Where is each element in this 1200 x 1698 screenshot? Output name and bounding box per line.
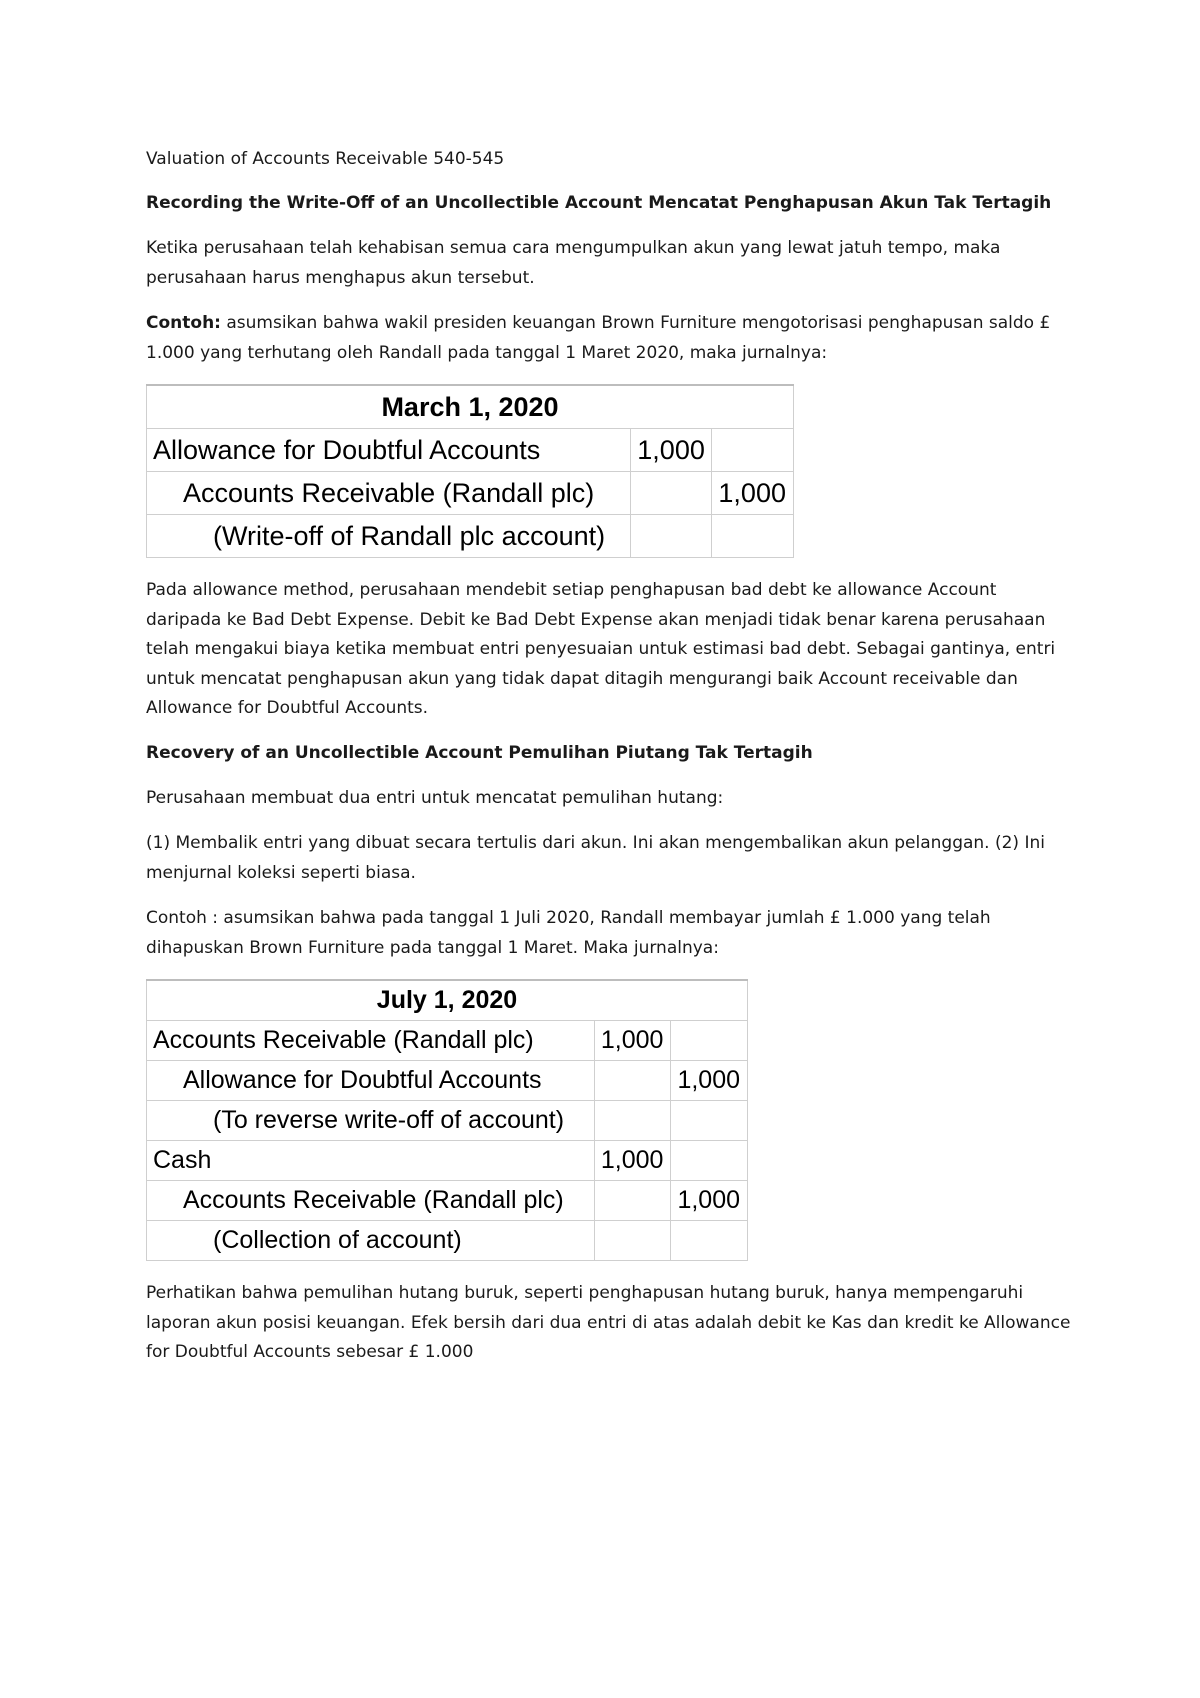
journal-debit	[631, 472, 712, 515]
journal-account: Allowance for Doubtful Accounts	[147, 429, 631, 472]
journal-table-march	[146, 384, 794, 558]
journal-debit	[594, 1181, 671, 1221]
journal-account: (Collection of account)	[147, 1221, 595, 1261]
document-page	[146, 146, 1076, 1384]
paragraph-example-recovery	[146, 904, 1076, 963]
journal-account: (To reverse write-off of account)	[147, 1101, 595, 1141]
journal-account: Accounts Receivable (Randall plc)	[147, 1021, 595, 1061]
journal-credit	[671, 1021, 748, 1061]
journal-debit	[631, 515, 712, 558]
journal-debit: 1,000	[631, 429, 712, 472]
example-text: asumsikan bahwa pada tanggal 1 Juli 2020, Randall membayar jumlah £ 1.000 yang telah dihapuskan Brown Furniture pada tanggal 1 Maret. Maka jurnalnya:	[146, 908, 991, 958]
journal-row	[147, 1061, 748, 1101]
journal-credit: 1,000	[671, 1181, 748, 1221]
example-label: Contoh :	[146, 908, 219, 928]
journal-row	[147, 1101, 748, 1141]
journal-debit	[594, 1101, 671, 1141]
journal-debit	[594, 1061, 671, 1101]
journal-row	[147, 1181, 748, 1221]
journal-row	[147, 472, 794, 515]
journal-debit: 1,000	[594, 1141, 671, 1181]
journal-account: Cash	[147, 1141, 595, 1181]
paragraph-allowance-method: Pada allowance method, perusahaan mendebit setiap penghapusan bad debt ke allowance Account daripada ke Bad Debt Expense. Debit ke Bad Debt Expense akan menjadi tidak benar karena perusahaan telah mengakui biaya ketika membuat entri penyesuaian untuk estimasi bad debt. Sebagai gantinya, entri untuk mencatat penghapusan akun yang tidak dapat ditagih mengurangi baik Account receivable dan Allowance for Doubtful Accounts.	[146, 580, 1056, 718]
paragraph-example-write-off	[146, 309, 1076, 368]
example-label: Contoh:	[146, 313, 221, 333]
journal-account: Allowance for Doubtful Accounts	[147, 1061, 595, 1101]
paragraph-recovery-steps: (1) Membalik entri yang dibuat secara tertulis dari akun. Ini akan mengembalikan akun pelanggan. (2) Ini menjurnal koleksi seperti biasa.	[146, 833, 1045, 883]
journal-row	[147, 1141, 748, 1181]
journal-credit: 1,000	[671, 1061, 748, 1101]
journal-table-july	[146, 979, 748, 1261]
journal-debit	[594, 1221, 671, 1261]
paragraph-recovery-intro: Perusahaan membuat dua entri untuk mencatat pemulihan hutang:	[146, 787, 724, 808]
journal-debit: 1,000	[594, 1021, 671, 1061]
journal-credit	[712, 429, 794, 472]
journal-credit	[671, 1221, 748, 1261]
journal-account: (Write-off of Randall plc account)	[147, 515, 631, 558]
journal-row	[147, 429, 794, 472]
journal-row	[147, 515, 794, 558]
journal-credit	[671, 1141, 748, 1181]
journal-date: July 1, 2020	[147, 980, 748, 1021]
journal-account: Accounts Receivable (Randall plc)	[147, 1181, 595, 1221]
example-text: asumsikan bahwa wakil presiden keuangan Brown Furniture mengotorisasi penghapusan saldo £ 1.000 yang terhutang oleh Randall pada tanggal 1 Maret 2020, maka jurnalnya:	[146, 313, 1051, 363]
document-title: Valuation of Accounts Receivable 540-545	[146, 149, 505, 169]
section-heading-recovery: Recovery of an Uncollectible Account Pemulihan Piutang Tak Tertagih	[146, 742, 813, 763]
journal-credit: 1,000	[712, 472, 794, 515]
journal-credit	[712, 515, 794, 558]
section-heading-write-off: Recording the Write-Off of an Uncollectible Account Mencatat Penghapusan Akun Tak Tertagih	[146, 193, 1052, 213]
journal-row	[147, 1021, 748, 1061]
paragraph-write-off-intro: Ketika perusahaan telah kehabisan semua cara mengumpulkan akun yang lewat jatuh tempo, maka perusahaan harus menghapus akun tersebut.	[146, 238, 1001, 288]
paragraph-conclusion: Perhatikan bahwa pemulihan hutang buruk, seperti penghapusan hutang buruk, hanya mempengaruhi laporan akun posisi keuangan. Efek bersih dari dua entri di atas adalah debit ke Kas dan kredit ke Allowance for Doubtful Accounts sebesar £ 1.000	[146, 1283, 1071, 1362]
journal-date: March 1, 2020	[147, 385, 794, 429]
journal-row	[147, 1221, 748, 1261]
journal-account: Accounts Receivable (Randall plc)	[147, 472, 631, 515]
journal-credit	[671, 1101, 748, 1141]
